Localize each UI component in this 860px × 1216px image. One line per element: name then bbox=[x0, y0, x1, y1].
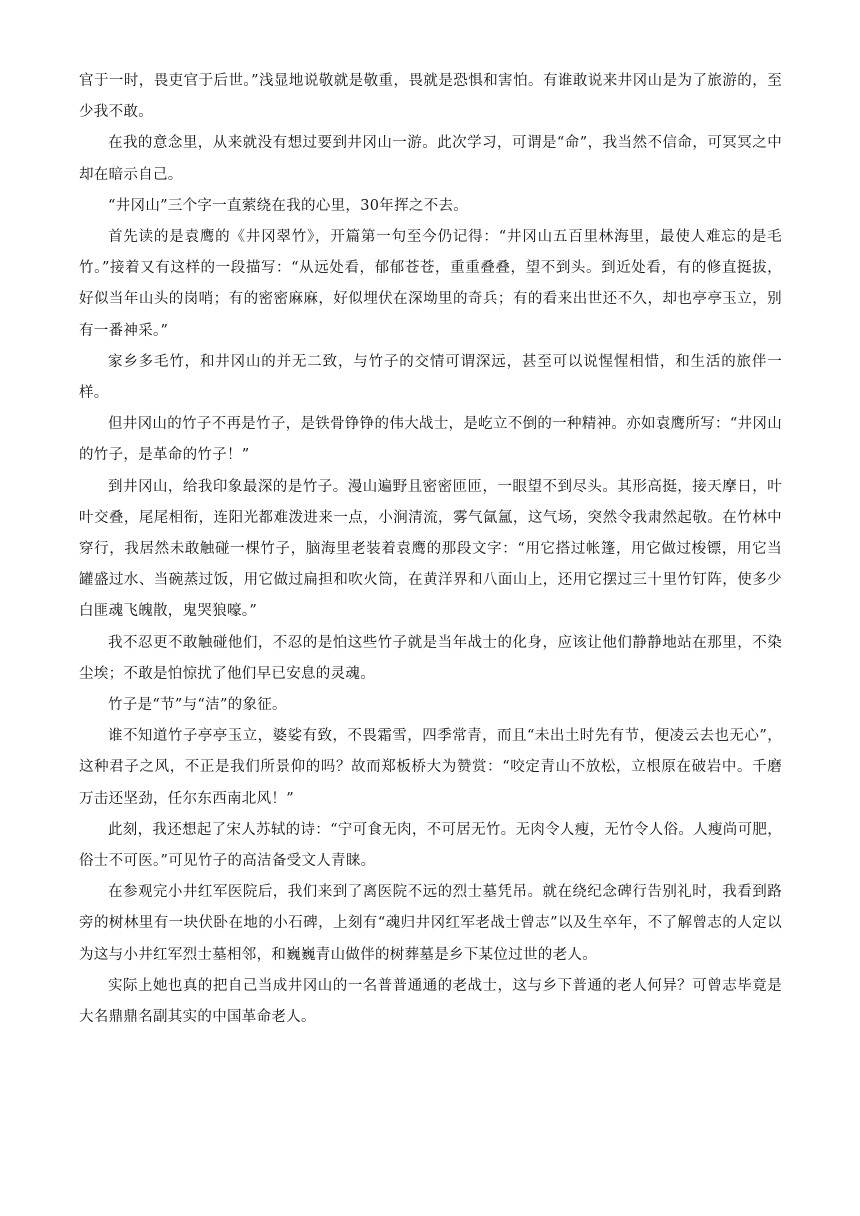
paragraph-13: 实际上她也真的把自己当成井冈山的一名普普通通的老战士，这与乡下普通的老人何异？可曾志毕竟是大名鼎鼎名副其实的中国革命老人。 bbox=[79, 977, 782, 1026]
paragraph-8: 我不忍更不敢触碰他们，不忍的是怕这些竹子就是当年战士的化身，应该让他们静静地站在那里，不染尘埃；不敢是怕惊扰了他们早已安息的灵魂。 bbox=[79, 634, 782, 682]
paragraph-6: 但井冈山的竹子不再是竹子，是铁骨铮铮的伟大战士，是屹立不倒的一种精神。亦如袁鹰所写：“井冈山的竹子，是革命的竹子！” bbox=[79, 416, 782, 464]
paragraph-10: 谁不知道竹子亭亭玉立，婆娑有致，不畏霜雪，四季常青，而且“未出土时先有节，便凌云去也无心”，这种君子之风，不正是我们所景仰的吗？故而郑板桥大为赞赏：“咬定青山不放松，立根原在破岩中。千磨万击还坚劲，任尔东西南北风！” bbox=[79, 728, 782, 807]
paragraph-7: 到井冈山，给我印象最深的是竹子。漫山遍野且密密匝匝，一眼望不到尽头。其形高挺，接天摩日，叶叶交叠，尾尾相衔，连阳光都难泼进来一点，小涧清流，雾气氤氲，这气场，突然令我肃然起敬。在竹林中穿行，我居然未敢触碰一棵竹子，脑海里老装着袁鹰的那段文字：“用它搭过帐篷，用它做过梭镖，用它当罐盛过水、当碗蒸过饭，用它做过扁担和吹火筒，在黄洋界和八面山上，还用它摆过三十里竹钉阵，使多少白匪魂飞魄散，鬼哭狼嚎。” bbox=[79, 478, 782, 620]
paragraph-5: 家乡多毛竹，和井冈山的并无二致，与竹子的交情可谓深远，甚至可以说惺惺相惜，和生活的旅伴一样。 bbox=[79, 353, 782, 402]
paragraph-2: 在我的意念里，从来就没有想过要到井冈山一游。此次学习，可谓是“命”，我当然不信命，可冥冥之中却在暗示自己。 bbox=[79, 135, 782, 183]
paragraph-12: 在参观完小井红军医院后，我们来到了离医院不远的烈士墓凭吊。就在绕纪念碑行告别礼时，我看到路旁的树林里有一块伏卧在地的小石碑，上刻有“魂归井冈红军老战士曾志”以及生卒年，不了解曾志的人定以为这与小井红军烈士墓相邻，和巍巍青山做伴的树葬墓是乡下某位过世的老人。 bbox=[79, 884, 782, 963]
paragraph-3: “井冈山”三个字一直萦绕在我的心里，30年挥之不去。 bbox=[108, 197, 469, 214]
paragraph-9: 竹子是“节”与“洁”的象征。 bbox=[108, 697, 287, 714]
paragraph-4: 首先读的是袁鹰的《井冈翠竹》，开篇第一句至今仍记得：“井冈山五百里林海里，最使人难忘的是毛竹。”接着又有这样的一段描写：“从远处看，郁郁苍苍，重重叠叠，望不到头。到近处看，有的修直挺拔，好似当年山头的岗哨；有的密密麻麻，好似埋伏在深坳里的奇兵；有的看来出世还不久，却也亭亭玉立，别有一番神采。” bbox=[79, 229, 782, 339]
paragraph-11: 此刻，我还想起了宋人苏轼的诗：“宁可食无肉，不可居无竹。无肉令人瘦，无竹令人俗。人瘦尚可肥，俗士不可医。”可见竹子的高洁备受文人青睐。 bbox=[79, 821, 782, 870]
paragraph-1: 官于一时，畏吏官于后世。”浅显地说敬就是敬重，畏就是恐惧和害怕。有谁敢说来井冈山是为了旅游的，至少我不敢。 bbox=[79, 73, 782, 121]
article-body bbox=[79, 66, 782, 1033]
